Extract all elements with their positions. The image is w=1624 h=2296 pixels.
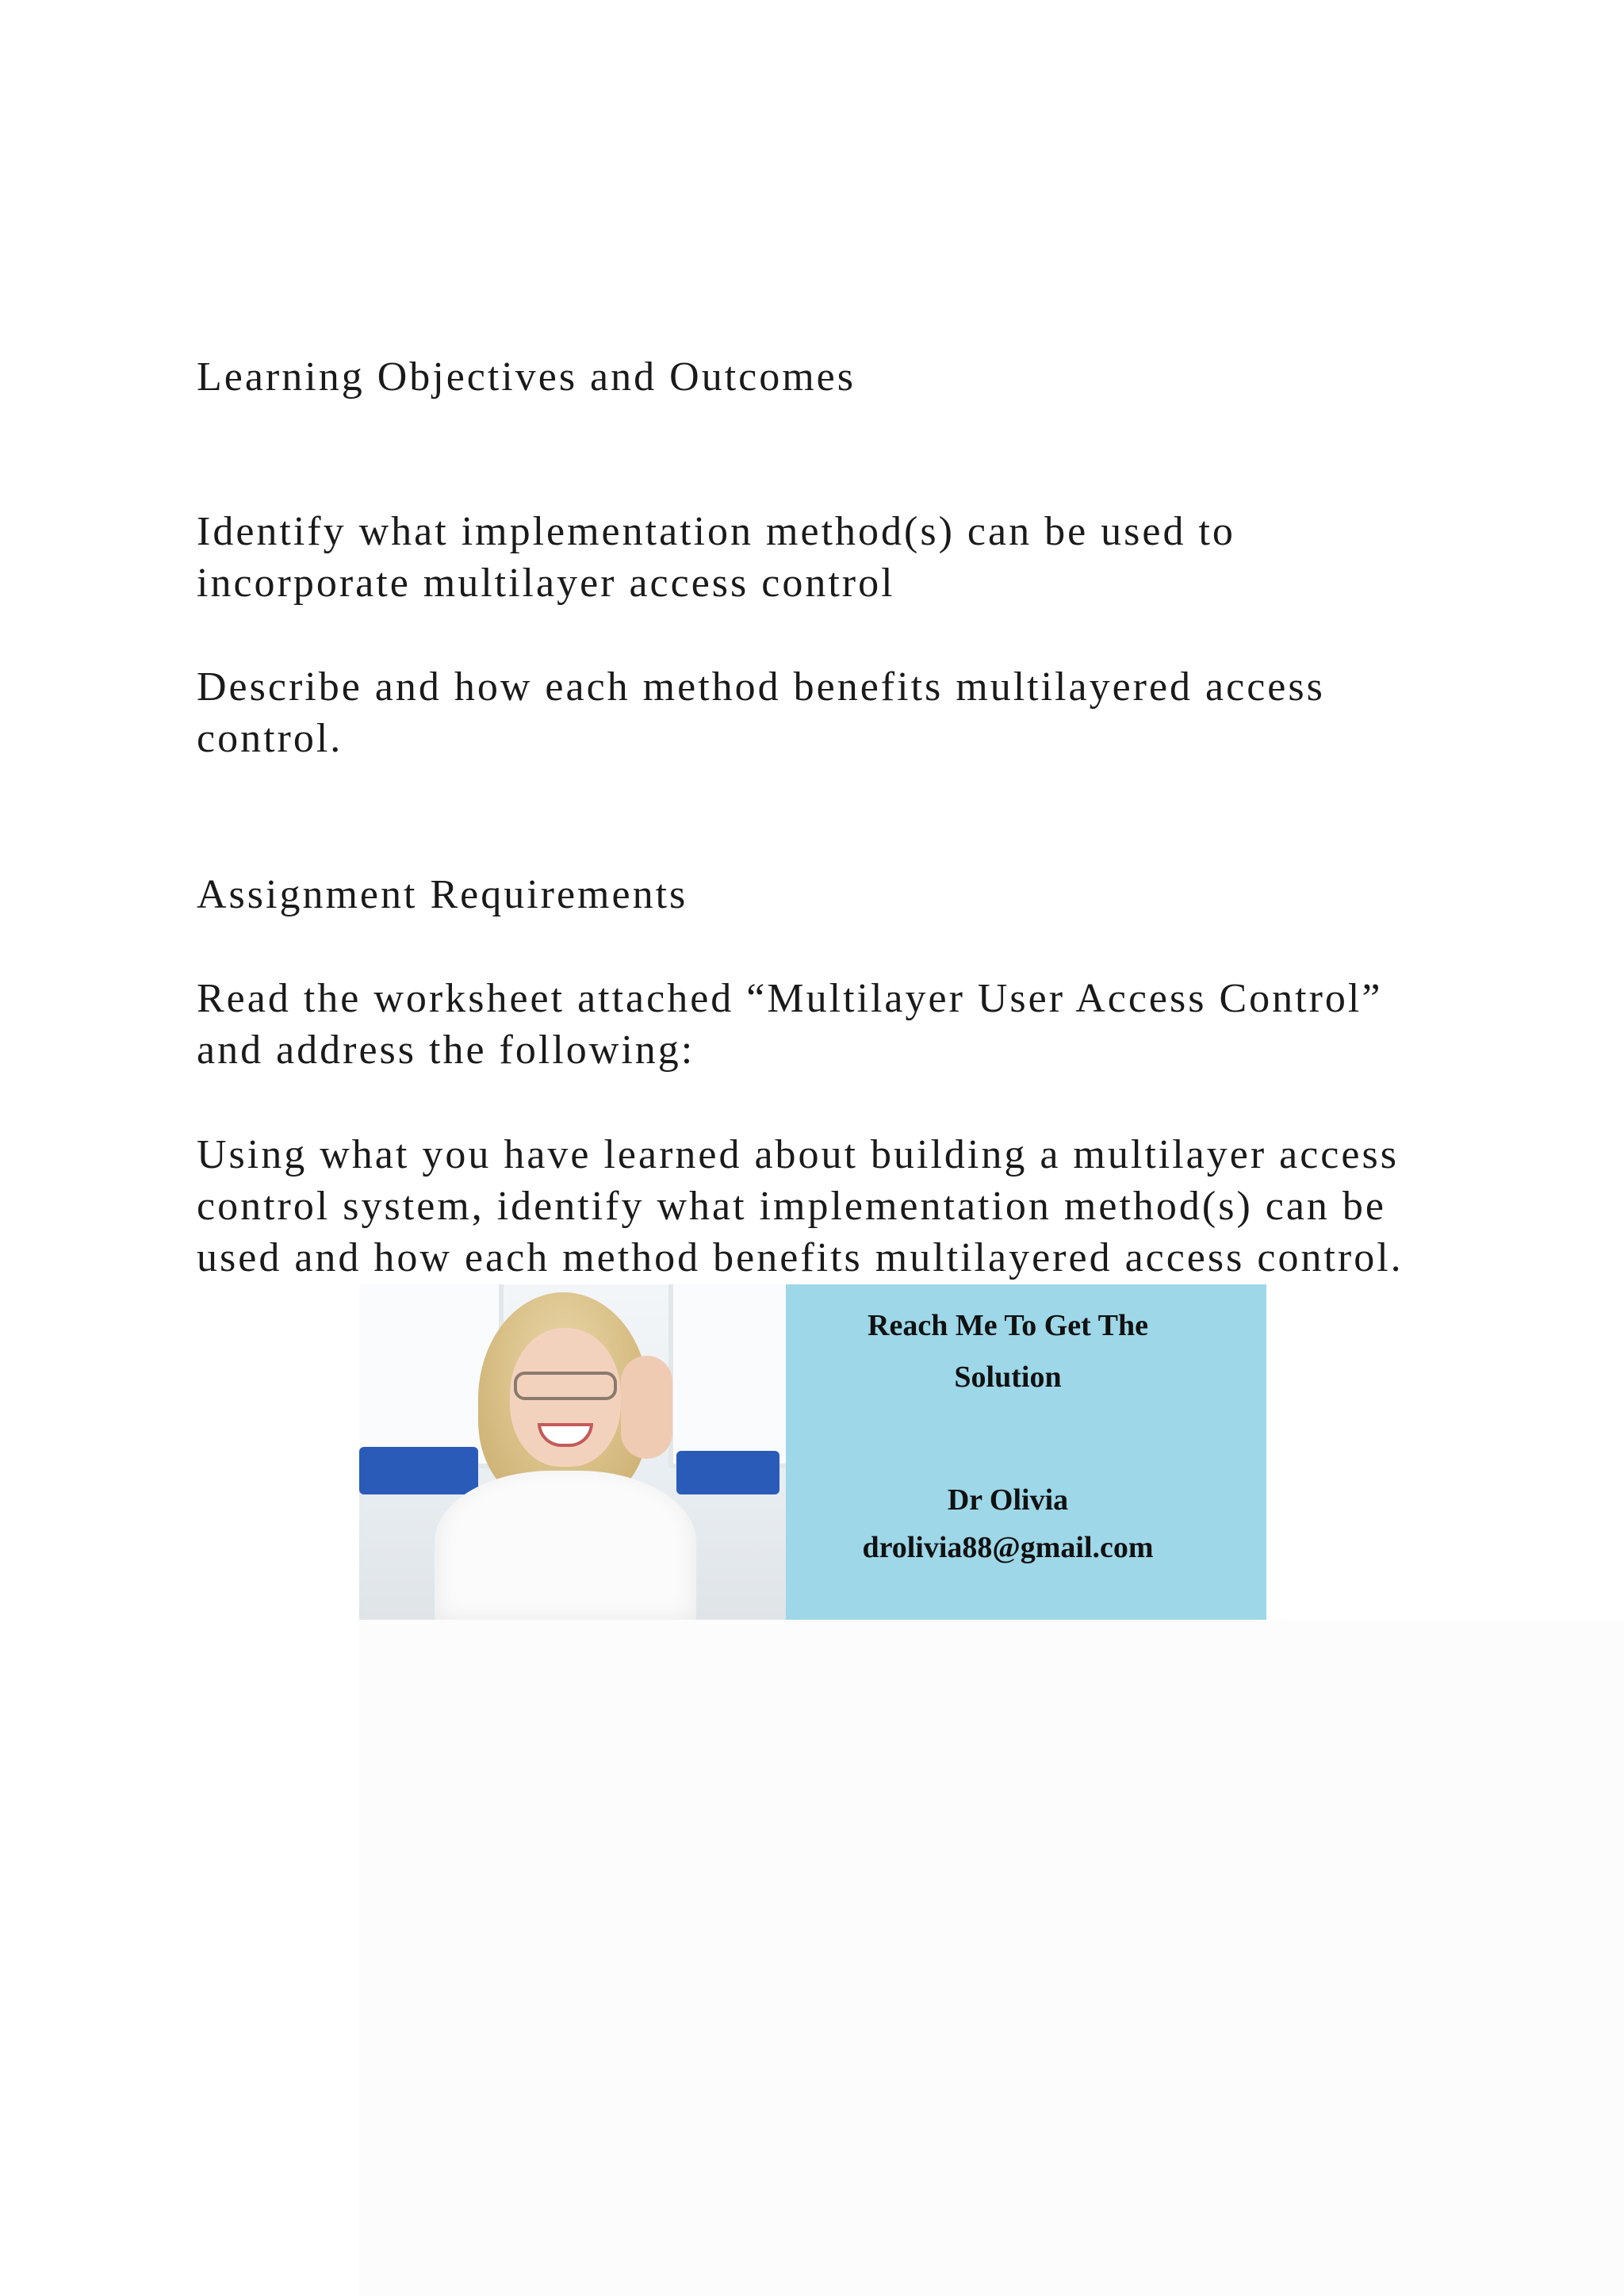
text-line: Using what you have learned about building a multilayer access	[197, 1132, 1399, 1177]
objectives-heading	[197, 351, 1465, 403]
requirements-heading-text: Assignment Requirements	[197, 872, 688, 917]
text-line: used and how each method benefits multilayered access control.	[197, 1235, 1404, 1280]
text-line: control.	[197, 716, 343, 761]
text-line: incorporate multilayer access control	[197, 561, 895, 606]
objectives-paragraph-2	[197, 661, 1465, 764]
blank-area	[359, 1620, 1624, 2296]
text-line: Read the worksheet attached “Multilayer User Access Control”	[197, 976, 1383, 1021]
contact-email: drolivia88@gmail.com	[862, 1531, 1154, 1564]
contact-info-panel	[786, 1284, 1266, 1620]
window-frame	[668, 1284, 787, 1468]
contact-banner	[359, 1284, 1266, 1620]
woman-photo	[359, 1284, 787, 1620]
banner-line-1: Reach Me To Get The	[868, 1309, 1148, 1342]
requirements-paragraph-1	[197, 973, 1465, 1076]
text-line: Identify what implementation method(s) can be used to	[197, 509, 1235, 554]
blue-chair	[676, 1451, 779, 1494]
text-line: control system, identify what implementation method(s) can be	[197, 1184, 1387, 1229]
requirements-paragraph-2	[197, 1129, 1465, 1284]
banner-line-2: Solution	[954, 1360, 1062, 1394]
objectives-heading-text: Learning Objectives and Outcomes	[197, 354, 856, 400]
text-line: Describe and how each method benefits multilayered access	[197, 664, 1325, 710]
requirements-heading	[197, 869, 1465, 920]
objectives-paragraph-1	[197, 506, 1465, 609]
text-line: and address the following:	[197, 1027, 695, 1073]
blue-chair	[359, 1447, 478, 1494]
glasses-icon	[514, 1372, 617, 1400]
contact-name: Dr Olivia	[947, 1483, 1069, 1517]
woman-hand	[621, 1356, 672, 1459]
woman-blouse	[435, 1471, 696, 1620]
